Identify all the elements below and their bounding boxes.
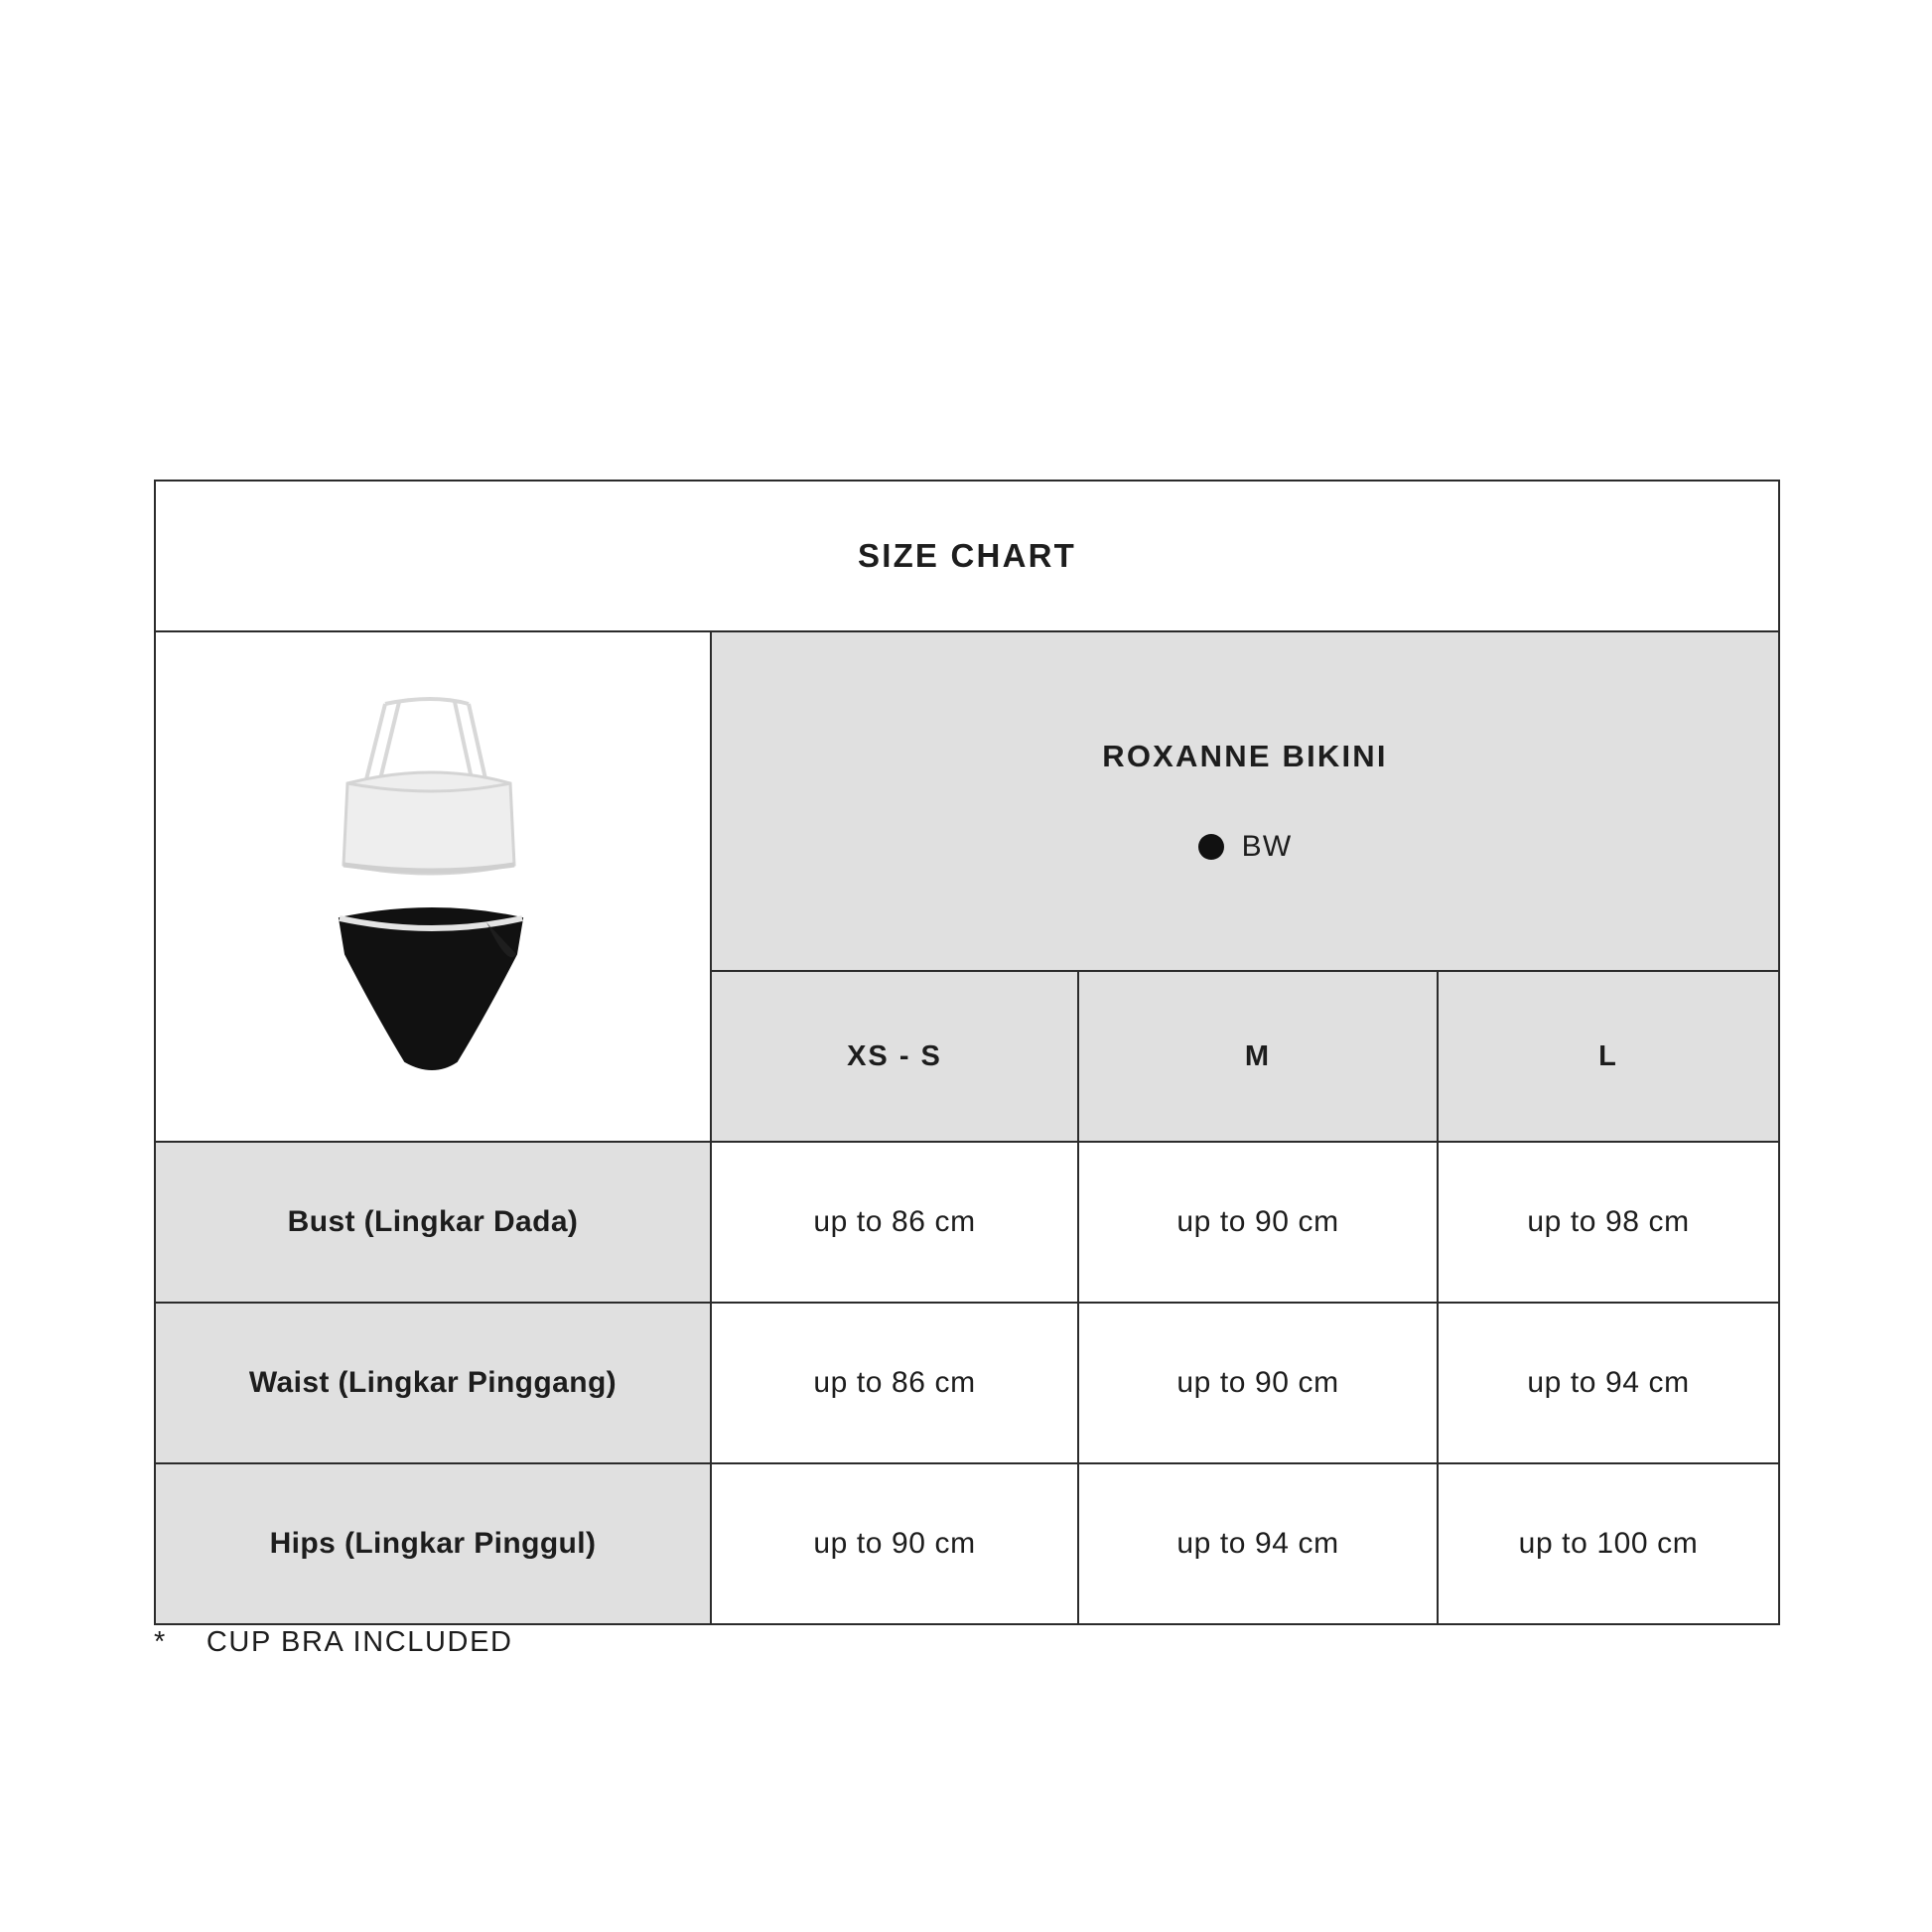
product-name: ROXANNE BIKINI [1102, 739, 1388, 773]
table-row-title [155, 481, 1779, 631]
product-info-cell [711, 631, 1779, 971]
size-chart-table [154, 480, 1780, 1625]
measurement-label-waist: Waist (Lingkar Pinggang) [155, 1303, 711, 1463]
bikini-illustration [274, 688, 592, 1085]
color-swatch-row [712, 830, 1778, 864]
measurement-label-hips: Hips (Lingkar Pinggul) [155, 1463, 711, 1624]
table-row [155, 1142, 1779, 1303]
measurement-label-bust: Bust (Lingkar Dada) [155, 1142, 711, 1303]
measurement-value-waist-m: up to 90 cm [1078, 1303, 1438, 1463]
measurement-value-waist-l: up to 94 cm [1438, 1303, 1779, 1463]
measurement-value-bust-xs-s: up to 86 cm [711, 1142, 1078, 1303]
table-row [155, 1463, 1779, 1624]
footnote [154, 1626, 513, 1659]
page-title: SIZE CHART [155, 481, 1779, 631]
footnote-text: CUP BRA INCLUDED [206, 1626, 513, 1658]
product-image-cell [155, 631, 711, 1142]
color-dot-icon [1198, 834, 1224, 860]
table-row [155, 1303, 1779, 1463]
measurement-value-hips-m: up to 94 cm [1078, 1463, 1438, 1624]
table-row-product [155, 631, 1779, 971]
size-header-m: M [1078, 971, 1438, 1142]
footnote-marker: * [154, 1626, 167, 1658]
measurement-value-bust-m: up to 90 cm [1078, 1142, 1438, 1303]
color-label: BW [1241, 830, 1293, 863]
measurement-value-hips-l: up to 100 cm [1438, 1463, 1779, 1624]
size-chart-container [154, 480, 1778, 1625]
size-header-l: L [1438, 971, 1779, 1142]
measurement-value-bust-l: up to 98 cm [1438, 1142, 1779, 1303]
size-header-xs-s: XS - S [711, 971, 1078, 1142]
measurement-value-hips-xs-s: up to 90 cm [711, 1463, 1078, 1624]
measurement-value-waist-xs-s: up to 86 cm [711, 1303, 1078, 1463]
